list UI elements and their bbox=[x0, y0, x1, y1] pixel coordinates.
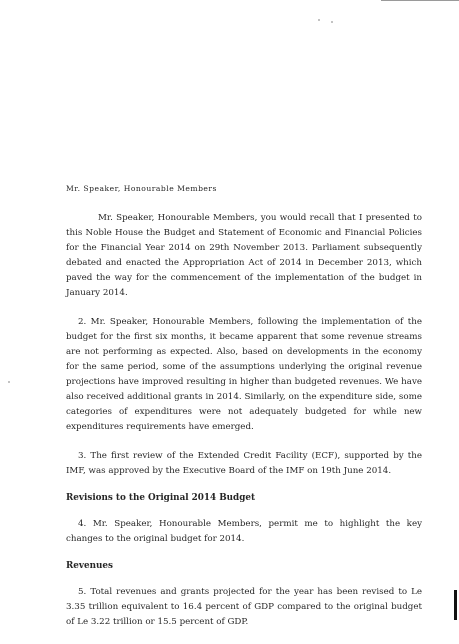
scan-edge-mark bbox=[454, 590, 457, 620]
paragraph-4: 4. Mr. Speaker, Honourable Members, permit me to highlight the key changes to the original budget for 2014. bbox=[66, 519, 422, 544]
section-heading-revenues: Revenues bbox=[66, 561, 113, 571]
salutation: Mr. Speaker, Honourable Members bbox=[66, 184, 217, 193]
scan-speck bbox=[331, 21, 333, 23]
paragraph-1: Mr. Speaker, Honourable Members, you would recall that I presented to this Noble House the Budget and Statement of Economic and Financial Policies for the Financial Year 2014 on 29th November 2013. Parliament subsequently debated and enacted the Appropriation Act of 2014 in December 2013, which paved the way for the commencement of the implementation of the budget in January 2014. bbox=[66, 213, 422, 298]
document-body bbox=[66, 184, 422, 644]
paragraph-3: 3. The first review of the Extended Credit Facility (ECF), supported by the IMF, was approved by the Executive Board of the IMF on 19th June 2014. bbox=[66, 451, 422, 476]
paragraph-5: 5. Total revenues and grants projected for the year has been revised to Le 3.35 trillion equivalent to 16.4 percent of GDP compared to the original budget of Le 3.22 trillion or 15.5 percent of GDP. bbox=[66, 587, 422, 627]
scan-speck bbox=[318, 19, 320, 21]
scan-edge-mark bbox=[381, 0, 459, 1]
scan-speck bbox=[8, 381, 10, 383]
paragraph-2: 2. Mr. Speaker, Honourable Members, following the implementation of the budget for the first six months, it became apparent that some revenue streams are not performing as expected. Also, based on developments in the economy for the same period, some of the assumptions underlying the original revenue projections have improved resulting in higher than budgeted revenues. We have also received additional grants in 2014. Similarly, on the expenditure side, some categories of expenditures were not adequately budgeted for while new expenditures requirements have emerged. bbox=[66, 317, 422, 432]
section-heading-revisions: Revisions to the Original 2014 Budget bbox=[66, 493, 256, 503]
